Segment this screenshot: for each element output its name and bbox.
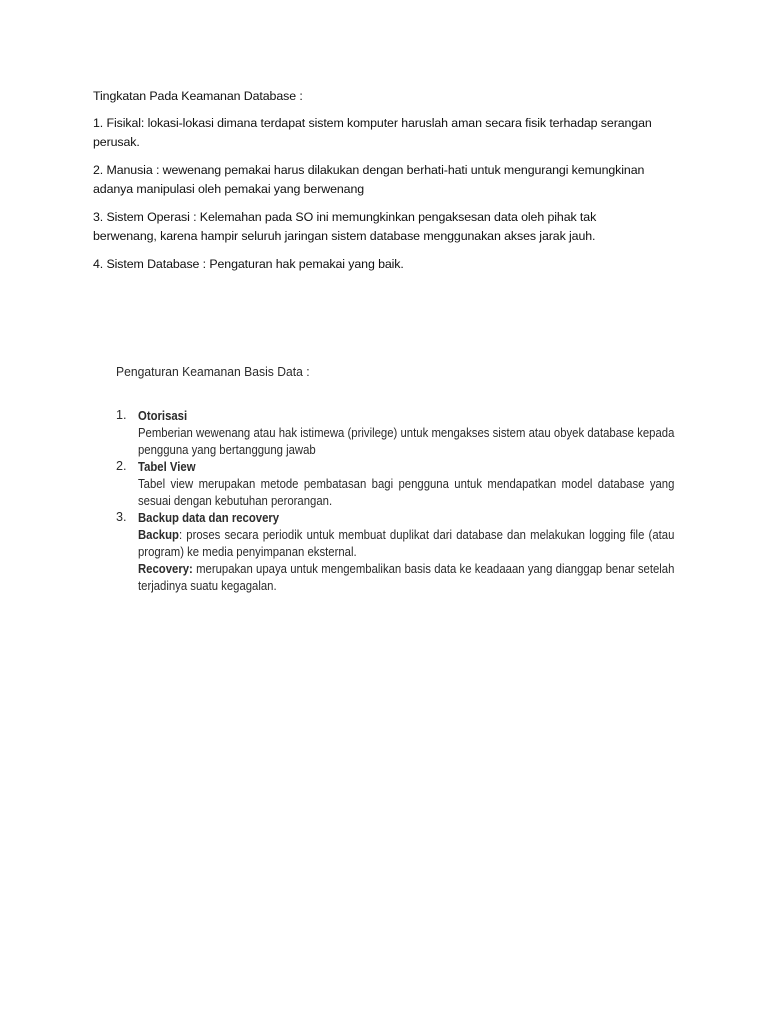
level-item-human: 2. Manusia : wewenang pemakai harus dilakukan dengan berhati-hati untuk mengurangi kemungkinan adanya manipulasi oleh pemakai yang berwenang bbox=[93, 163, 645, 196]
security-settings-title: Pengaturan Keamanan Basis Data : bbox=[116, 364, 310, 379]
list-number: 2. bbox=[116, 459, 127, 473]
security-levels-section bbox=[93, 87, 653, 283]
item-body: Tabel view merupakan metode pembatasan bagi pengguna untuk mendapatkan model database yang sesuai dengan kebutuhan perorangan. bbox=[138, 477, 675, 508]
list-item bbox=[116, 510, 676, 595]
recovery-text: merupakan upaya untuk mengembalikan basis data ke keadaaan yang dianggap benar setelah terjadinya suatu kegagalan. bbox=[138, 562, 675, 593]
item-body-recovery bbox=[138, 561, 674, 595]
security-settings-section bbox=[116, 364, 676, 595]
list-number: 1. bbox=[116, 408, 127, 422]
item-heading: Backup data dan recovery bbox=[138, 511, 280, 525]
list-item bbox=[116, 408, 676, 459]
level-item-os: 3. Sistem Operasi : Kelemahan pada SO ini memungkinkan pengaksesan data oleh pihak tak berwenang, karena hampir seluruh jaringan sistem database menggunakan akses jarak jauh. bbox=[93, 210, 597, 243]
recovery-label: Recovery: bbox=[138, 562, 193, 576]
item-body-backup bbox=[138, 527, 674, 561]
backup-label: Backup bbox=[138, 528, 179, 542]
settings-list bbox=[116, 408, 676, 595]
level-item-physical: 1. Fisikal: lokasi-lokasi dimana terdapat sistem komputer haruslah aman secara fisik terhadap serangan perusak. bbox=[93, 116, 652, 149]
list-item bbox=[116, 459, 676, 510]
item-heading: Otorisasi bbox=[138, 409, 188, 423]
list-number: 3. bbox=[116, 510, 127, 524]
security-levels-title: Tingkatan Pada Keamanan Database : bbox=[93, 89, 303, 103]
backup-text: : proses secara periodik untuk membuat duplikat dari database dan melakukan logging file (atau program) ke media penyimpanan eksternal. bbox=[138, 528, 675, 559]
item-heading: Tabel View bbox=[138, 460, 196, 474]
level-item-database: 4. Sistem Database : Pengaturan hak pemakai yang baik. bbox=[93, 257, 404, 271]
item-body: Pemberian wewenang atau hak istimewa (privilege) untuk mengakses sistem atau obyek database kepada pengguna yang bertanggung jawab bbox=[138, 426, 675, 457]
